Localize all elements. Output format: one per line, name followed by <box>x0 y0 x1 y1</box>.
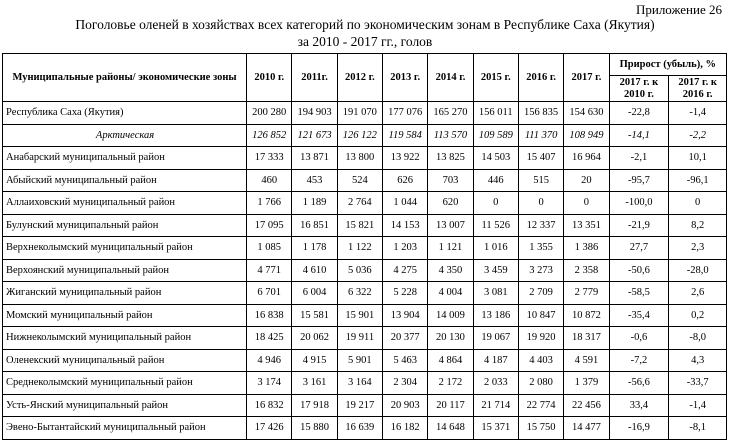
table-row <box>3 304 727 327</box>
row-value-cell: 15 901 <box>337 304 382 327</box>
row-value-cell: 5 901 <box>337 349 382 372</box>
row-name-cell: Нижнеколымский муниципальный район <box>3 327 247 350</box>
title-line-2: за 2010 - 2017 гг., голов <box>297 34 433 49</box>
row-value-cell: 8,2 <box>669 214 727 237</box>
row-value-cell: 13 871 <box>292 147 337 170</box>
row-value-cell: 3 459 <box>473 259 518 282</box>
row-name-cell: Жиганский муниципальный район <box>3 282 247 305</box>
col-header-2014: 2014 г. <box>428 54 473 102</box>
row-value-cell: 3 081 <box>473 282 518 305</box>
row-value-cell: 13 186 <box>473 304 518 327</box>
row-value-cell: 1 016 <box>473 237 518 260</box>
row-value-cell: -56,6 <box>609 372 669 395</box>
row-value-cell: 4 350 <box>428 259 473 282</box>
row-value-cell: 13 800 <box>337 147 382 170</box>
row-name-cell: Эвено-Бытантайский муниципальный район <box>3 417 247 440</box>
row-value-cell: -14,1 <box>609 124 669 147</box>
row-value-cell: 154 630 <box>564 102 609 125</box>
row-value-cell: 14 477 <box>564 417 609 440</box>
row-value-cell: 16 182 <box>383 417 428 440</box>
row-value-cell: -58,5 <box>609 282 669 305</box>
row-value-cell: 20 062 <box>292 327 337 350</box>
row-value-cell: 15 821 <box>337 214 382 237</box>
row-value-cell: 6 701 <box>247 282 292 305</box>
row-value-cell: 1 121 <box>428 237 473 260</box>
row-value-cell: 515 <box>518 169 563 192</box>
table-row <box>3 192 727 215</box>
row-value-cell: -16,9 <box>609 417 669 440</box>
document-title <box>0 16 730 50</box>
row-value-cell: 453 <box>292 169 337 192</box>
row-value-cell: 626 <box>383 169 428 192</box>
row-value-cell: 1 379 <box>564 372 609 395</box>
row-value-cell: 524 <box>337 169 382 192</box>
col-header-name: Муниципальные районы/ экономические зоны <box>3 54 247 102</box>
row-value-cell: 1 189 <box>292 192 337 215</box>
row-value-cell: 4,3 <box>669 349 727 372</box>
row-value-cell: 13 825 <box>428 147 473 170</box>
row-value-cell: 6 004 <box>292 282 337 305</box>
row-value-cell: 2 779 <box>564 282 609 305</box>
row-value-cell: 4 275 <box>383 259 428 282</box>
row-value-cell: 19 911 <box>337 327 382 350</box>
row-value-cell: 1 178 <box>292 237 337 260</box>
col-header-2017: 2017 г. <box>564 54 609 102</box>
row-value-cell: 15 581 <box>292 304 337 327</box>
row-value-cell: 13 007 <box>428 214 473 237</box>
row-value-cell: 21 714 <box>473 394 518 417</box>
row-value-cell: 126 852 <box>247 124 292 147</box>
col-header-2010: 2010 г. <box>247 54 292 102</box>
row-value-cell: 14 009 <box>428 304 473 327</box>
row-value-cell: 109 589 <box>473 124 518 147</box>
row-value-cell: 703 <box>428 169 473 192</box>
row-value-cell: 2 709 <box>518 282 563 305</box>
row-value-cell: 19 217 <box>337 394 382 417</box>
row-value-cell: 16 838 <box>247 304 292 327</box>
row-value-cell: 18 425 <box>247 327 292 350</box>
col-header-2016: 2016 г. <box>518 54 563 102</box>
row-value-cell: 13 922 <box>383 147 428 170</box>
row-value-cell: -2,2 <box>669 124 727 147</box>
col-header-2011: 2011г. <box>292 54 337 102</box>
row-value-cell: 0 <box>473 192 518 215</box>
row-name-cell: Анабарский муниципальный район <box>3 147 247 170</box>
row-value-cell: 3 161 <box>292 372 337 395</box>
row-value-cell: 16 639 <box>337 417 382 440</box>
col-header-growth: Прирост (убыль), % <box>609 54 726 76</box>
row-value-cell: 1 766 <box>247 192 292 215</box>
row-value-cell: 16 964 <box>564 147 609 170</box>
row-value-cell: 5 228 <box>383 282 428 305</box>
row-value-cell: 20 117 <box>428 394 473 417</box>
table-row <box>3 394 727 417</box>
row-value-cell: -100,0 <box>609 192 669 215</box>
row-value-cell: 22 774 <box>518 394 563 417</box>
row-value-cell: 14 153 <box>383 214 428 237</box>
row-name-cell: Булунский муниципальный район <box>3 214 247 237</box>
row-value-cell: 19 067 <box>473 327 518 350</box>
row-value-cell: 16 832 <box>247 394 292 417</box>
row-value-cell: 27,7 <box>609 237 669 260</box>
appendix-label: Приложение 26 <box>635 2 722 17</box>
row-value-cell: 15 880 <box>292 417 337 440</box>
row-value-cell: 15 407 <box>518 147 563 170</box>
row-value-cell: 2 764 <box>337 192 382 215</box>
col-header-growth-2016: 2017 г. к 2016 г. <box>669 76 727 102</box>
row-value-cell: 10 872 <box>564 304 609 327</box>
table-row <box>3 237 727 260</box>
row-value-cell: 126 122 <box>337 124 382 147</box>
row-value-cell: 18 317 <box>564 327 609 350</box>
table-row <box>3 259 727 282</box>
table-row <box>3 282 727 305</box>
row-value-cell: 3 164 <box>337 372 382 395</box>
row-value-cell: 11 526 <box>473 214 518 237</box>
table-body <box>3 102 727 440</box>
row-value-cell: 2 172 <box>428 372 473 395</box>
row-name-cell: Среднеколымский муниципальный район <box>3 372 247 395</box>
row-value-cell: 4 004 <box>428 282 473 305</box>
row-value-cell: -28,0 <box>669 259 727 282</box>
row-value-cell: 10,1 <box>669 147 727 170</box>
row-value-cell: -33,7 <box>669 372 727 395</box>
row-value-cell: 2 304 <box>383 372 428 395</box>
row-value-cell: 12 337 <box>518 214 563 237</box>
col-header-2013: 2013 г. <box>383 54 428 102</box>
row-value-cell: 2 033 <box>473 372 518 395</box>
row-value-cell: -8,0 <box>669 327 727 350</box>
table-row <box>3 124 727 147</box>
row-name-cell: Верхнеколымский муниципальный район <box>3 237 247 260</box>
row-value-cell: 177 076 <box>383 102 428 125</box>
row-value-cell: 15 750 <box>518 417 563 440</box>
row-value-cell: 191 070 <box>337 102 382 125</box>
row-value-cell: 5 463 <box>383 349 428 372</box>
row-value-cell: 2,3 <box>669 237 727 260</box>
table-row <box>3 349 727 372</box>
row-value-cell: 19 920 <box>518 327 563 350</box>
row-value-cell: -50,6 <box>609 259 669 282</box>
row-value-cell: 0 <box>669 192 727 215</box>
row-value-cell: 1 044 <box>383 192 428 215</box>
table-row <box>3 417 727 440</box>
row-value-cell: 3 273 <box>518 259 563 282</box>
row-name-cell: Абыйский муниципальный район <box>3 169 247 192</box>
row-value-cell: 20 903 <box>383 394 428 417</box>
table-row <box>3 327 727 350</box>
row-name-cell: Арктическая <box>3 124 247 147</box>
row-value-cell: 17 095 <box>247 214 292 237</box>
row-value-cell: 4 946 <box>247 349 292 372</box>
row-value-cell: 13 904 <box>383 304 428 327</box>
row-value-cell: -21,9 <box>609 214 669 237</box>
row-value-cell: 1 355 <box>518 237 563 260</box>
table-row <box>3 214 727 237</box>
row-value-cell: -35,4 <box>609 304 669 327</box>
row-value-cell: 17 426 <box>247 417 292 440</box>
row-value-cell: 4 187 <box>473 349 518 372</box>
row-value-cell: 5 036 <box>337 259 382 282</box>
row-value-cell: 3 174 <box>247 372 292 395</box>
row-value-cell: 1 085 <box>247 237 292 260</box>
row-value-cell: 1 203 <box>383 237 428 260</box>
table-row <box>3 372 727 395</box>
row-value-cell: 4 403 <box>518 349 563 372</box>
row-value-cell: 14 503 <box>473 147 518 170</box>
row-value-cell: 4 864 <box>428 349 473 372</box>
row-value-cell: 119 584 <box>383 124 428 147</box>
row-name-cell: Верхоянский муниципальный район <box>3 259 247 282</box>
row-value-cell: -22,8 <box>609 102 669 125</box>
row-value-cell: 121 673 <box>292 124 337 147</box>
table-row <box>3 147 727 170</box>
row-value-cell: 4 610 <box>292 259 337 282</box>
row-value-cell: 1 386 <box>564 237 609 260</box>
reindeer-table <box>2 53 727 440</box>
row-value-cell: 156 835 <box>518 102 563 125</box>
row-value-cell: 4 915 <box>292 349 337 372</box>
title-line-1: Поголовье оленей в хозяйствах всех категорий по экономическим зонам в Республике Саха (Якутия) <box>75 17 655 32</box>
row-name-cell: Момский муниципальный район <box>3 304 247 327</box>
row-value-cell: -8,1 <box>669 417 727 440</box>
row-value-cell: 33,4 <box>609 394 669 417</box>
row-value-cell: 20 <box>564 169 609 192</box>
row-value-cell: 17 918 <box>292 394 337 417</box>
col-header-growth-2010: 2017 г. к 2010 г. <box>609 76 669 102</box>
row-value-cell: 4 591 <box>564 349 609 372</box>
row-value-cell: -7,2 <box>609 349 669 372</box>
row-value-cell: -0,6 <box>609 327 669 350</box>
row-value-cell: 10 847 <box>518 304 563 327</box>
row-value-cell: 0 <box>518 192 563 215</box>
row-value-cell: 156 011 <box>473 102 518 125</box>
row-value-cell: 20 130 <box>428 327 473 350</box>
row-value-cell: 460 <box>247 169 292 192</box>
row-value-cell: 13 351 <box>564 214 609 237</box>
row-value-cell: 6 322 <box>337 282 382 305</box>
header-row-1 <box>3 54 727 76</box>
row-value-cell: 446 <box>473 169 518 192</box>
row-value-cell: 113 570 <box>428 124 473 147</box>
row-name-cell: Оленекский муниципальный район <box>3 349 247 372</box>
table-row <box>3 102 727 125</box>
row-value-cell: 1 122 <box>337 237 382 260</box>
row-value-cell: 2,6 <box>669 282 727 305</box>
col-header-2012: 2012 г. <box>337 54 382 102</box>
row-value-cell: -1,4 <box>669 394 727 417</box>
row-value-cell: 194 903 <box>292 102 337 125</box>
row-value-cell: 165 270 <box>428 102 473 125</box>
row-value-cell: 2 080 <box>518 372 563 395</box>
row-value-cell: 15 371 <box>473 417 518 440</box>
row-name-cell: Аллаиховский муниципальный район <box>3 192 247 215</box>
row-value-cell: -2,1 <box>609 147 669 170</box>
row-value-cell: 17 333 <box>247 147 292 170</box>
row-value-cell: 108 949 <box>564 124 609 147</box>
row-value-cell: -1,4 <box>669 102 727 125</box>
row-value-cell: 16 851 <box>292 214 337 237</box>
row-value-cell: 2 358 <box>564 259 609 282</box>
row-value-cell: 20 377 <box>383 327 428 350</box>
table-head <box>3 54 727 102</box>
row-value-cell: -96,1 <box>669 169 727 192</box>
row-name-cell: Республика Саха (Якутия) <box>3 102 247 125</box>
row-value-cell: 620 <box>428 192 473 215</box>
row-value-cell: 0 <box>564 192 609 215</box>
row-name-cell: Усть-Янский муниципальный район <box>3 394 247 417</box>
row-value-cell: 200 280 <box>247 102 292 125</box>
col-header-2015: 2015 г. <box>473 54 518 102</box>
row-value-cell: 111 370 <box>518 124 563 147</box>
row-value-cell: 22 456 <box>564 394 609 417</box>
row-value-cell: -95,7 <box>609 169 669 192</box>
row-value-cell: 14 648 <box>428 417 473 440</box>
table-row <box>3 169 727 192</box>
row-value-cell: 4 771 <box>247 259 292 282</box>
row-value-cell: 0,2 <box>669 304 727 327</box>
